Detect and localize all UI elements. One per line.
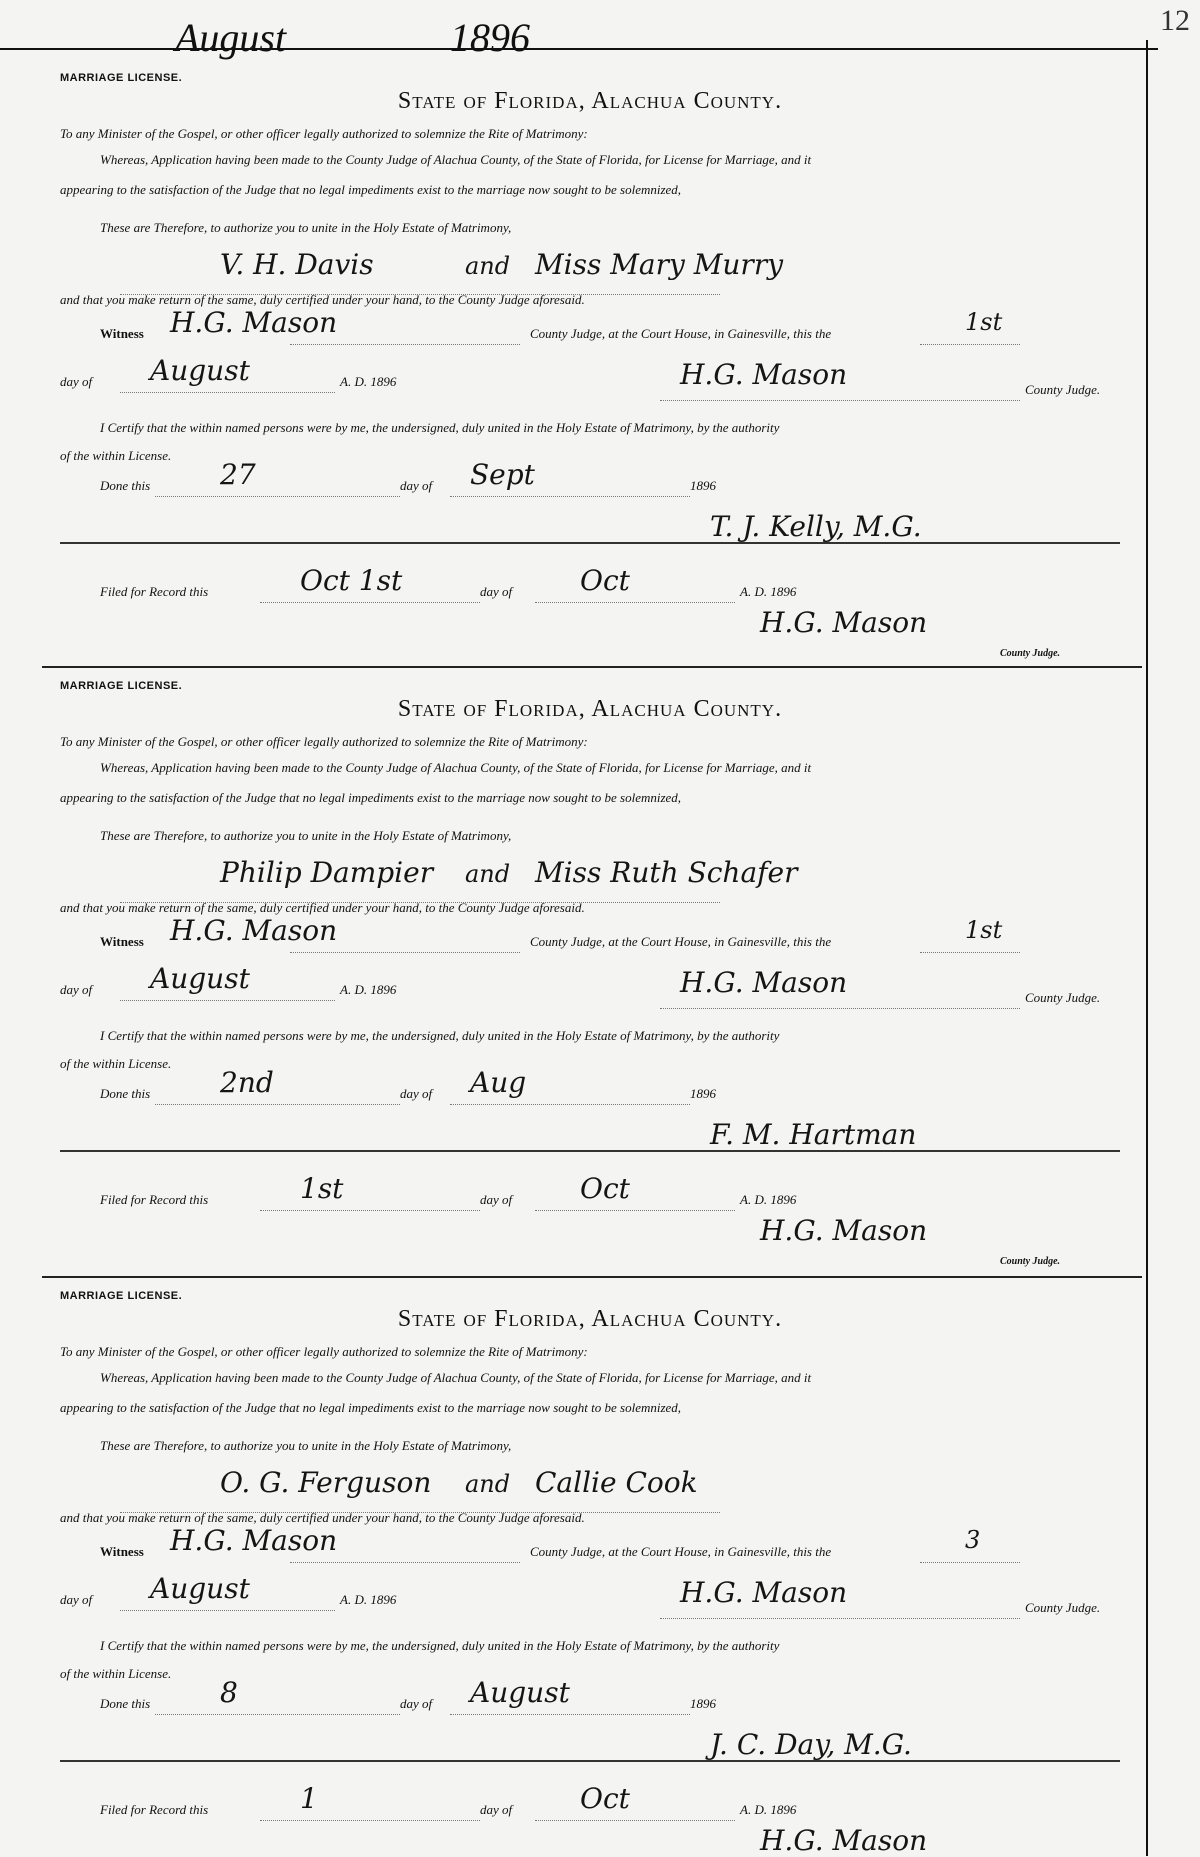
return-line: and that you make return of the same, duly certified under your hand, to the County Judge aforesaid. (60, 292, 585, 307)
judge-signature: H.G. Mason (680, 966, 848, 999)
officiant-signature: J. C. Day, M.G. (710, 1728, 912, 1761)
fill-in-line (120, 902, 720, 903)
fill-in-line (450, 496, 690, 497)
done-year: 1896 (690, 1086, 716, 1101)
groom-name: V. H. Davis (220, 248, 374, 281)
filed-year: A. D. 1896 (740, 1802, 797, 1817)
witness-signature: H.G. Mason (170, 914, 338, 947)
license-title: State of Florida, Alachua County. (397, 1306, 783, 1332)
filed-month: Oct (580, 1782, 630, 1815)
done-label: Done this (100, 478, 151, 493)
whereas-line-1: Whereas, Application having been made to the County Judge of Alachua County, of the State of Florida, for License for Marriage, and it (100, 152, 812, 167)
witness-signature: H.G. Mason (170, 306, 338, 339)
filed-signature: H.G. Mason (760, 1214, 928, 1247)
address-line: To any Minister of the Gospel, or other officer legally authorized to solemnize the Rite of Matrimony: (60, 734, 588, 749)
fill-in-line (120, 1512, 720, 1513)
fill-in-line (155, 1714, 400, 1715)
court-text: County Judge, at the Court House, in Gainesville, this the (530, 326, 832, 341)
license-tag: MARRIAGE LICENSE. (60, 680, 183, 692)
fill-in-line (920, 1562, 1020, 1563)
done-day: 27 (220, 458, 256, 491)
done-day-of-label: day of (400, 478, 433, 493)
license-title: State of Florida, Alachua County. (397, 88, 783, 114)
certify-line-2: of the within License. (60, 448, 172, 463)
officiant-signature: T. J. Kelly, M.G. (710, 510, 922, 543)
issued-day-of-label: day of (60, 982, 93, 997)
license-tag: MARRIAGE LICENSE. (60, 72, 183, 84)
done-day: 8 (220, 1676, 238, 1709)
county-judge-label: County Judge. (1025, 382, 1101, 397)
issued-day: 1st (965, 308, 1003, 336)
fill-in-line (290, 952, 520, 953)
filed-year: A. D. 1896 (740, 1192, 797, 1207)
done-month: Aug (470, 1066, 527, 1099)
certify-line-1: I Certify that the within named persons were by me, the undersigned, duly united in the Holy Estate of Matrimony, by the authority (100, 1638, 780, 1653)
done-year: 1896 (690, 1696, 716, 1711)
certify-line-2: of the within License. (60, 1056, 172, 1071)
and-word: and (465, 860, 511, 888)
witness-label: Witness (100, 326, 144, 341)
filed-county-judge-label: County Judge. (1000, 1256, 1061, 1267)
issued-month: August (150, 1572, 250, 1605)
and-word: and (465, 252, 511, 280)
issued-day: 3 (965, 1526, 981, 1554)
fill-in-line (155, 1104, 400, 1105)
issued-ad-label: A. D. 1896 (340, 374, 397, 389)
address-line: To any Minister of the Gospel, or other officer legally authorized to solemnize the Rite of Matrimony: (60, 126, 588, 141)
filed-label: Filed for Record this (100, 584, 209, 599)
issued-ad-label: A. D. 1896 (340, 982, 397, 997)
fill-in-line (920, 952, 1020, 953)
fill-in-line (535, 1210, 735, 1211)
filed-day-of-label: day of (480, 1802, 513, 1817)
filed-day: 1 (300, 1782, 318, 1815)
license-tag: MARRIAGE LICENSE. (60, 1290, 183, 1302)
therefore-line: These are Therefore, to authorize you to unite in the Holy Estate of Matrimony, (100, 1438, 512, 1453)
officiant-signature: F. M. Hartman (710, 1118, 917, 1151)
therefore-line: These are Therefore, to authorize you to unite in the Holy Estate of Matrimony, (100, 828, 512, 843)
license-separator-1 (42, 666, 1142, 668)
fill-in-line (660, 400, 1020, 401)
bride-name: Miss Mary Murry (535, 248, 784, 281)
filed-signature: H.G. Mason (760, 606, 928, 639)
fill-in-line (920, 344, 1020, 345)
filed-signature: H.G. Mason (760, 1824, 928, 1857)
certification-rule (60, 1150, 1120, 1152)
header-rule (0, 48, 1158, 50)
return-line: and that you make return of the same, duly certified under your hand, to the County Judge aforesaid. (60, 1510, 585, 1525)
issued-month: August (150, 962, 250, 995)
done-month: Sept (470, 458, 535, 491)
fill-in-line (660, 1008, 1020, 1009)
certification-rule (60, 542, 1120, 544)
address-line: To any Minister of the Gospel, or other officer legally authorized to solemnize the Rite of Matrimony: (60, 1344, 588, 1359)
therefore-line: These are Therefore, to authorize you to unite in the Holy Estate of Matrimony, (100, 220, 512, 235)
witness-label: Witness (100, 934, 144, 949)
filed-day-of-label: day of (480, 1192, 513, 1207)
issued-day-of-label: day of (60, 374, 93, 389)
bride-name: Miss Ruth Schafer (535, 856, 798, 889)
witness-label: Witness (100, 1544, 144, 1559)
filed-label: Filed for Record this (100, 1802, 209, 1817)
issued-day: 1st (965, 916, 1003, 944)
whereas-line-1: Whereas, Application having been made to the County Judge of Alachua County, of the State of Florida, for License for Marriage, and it (100, 760, 812, 775)
license-separator-2 (42, 1276, 1142, 1278)
bride-name: Callie Cook (535, 1466, 698, 1499)
done-month: August (470, 1676, 570, 1709)
header-month: August (175, 15, 287, 60)
certify-line-1: I Certify that the within named persons were by me, the undersigned, duly united in the Holy Estate of Matrimony, by the authority (100, 1028, 780, 1043)
whereas-line-1: Whereas, Application having been made to the County Judge of Alachua County, of the State of Florida, for License for Marriage, and it (100, 1370, 812, 1385)
judge-signature: H.G. Mason (680, 358, 848, 391)
groom-name: O. G. Ferguson (220, 1466, 432, 1499)
filed-month: Oct (580, 1172, 630, 1205)
witness-signature: H.G. Mason (170, 1524, 338, 1557)
header-year: 1896 (450, 15, 530, 60)
done-day: 2nd (220, 1066, 274, 1099)
done-day-of-label: day of (400, 1086, 433, 1101)
filed-label: Filed for Record this (100, 1192, 209, 1207)
filed-year: A. D. 1896 (740, 584, 797, 599)
fill-in-line (120, 1610, 335, 1611)
fill-in-line (450, 1714, 690, 1715)
done-year: 1896 (690, 478, 716, 493)
fill-in-line (290, 1562, 520, 1563)
fill-in-line (120, 1000, 335, 1001)
court-text: County Judge, at the Court House, in Gainesville, this the (530, 1544, 832, 1559)
page-header (0, 0, 1200, 60)
done-label: Done this (100, 1696, 151, 1711)
groom-name: Philip Dampier (220, 856, 434, 889)
fill-in-line (120, 294, 720, 295)
done-label: Done this (100, 1086, 151, 1101)
issued-ad-label: A. D. 1896 (340, 1592, 397, 1607)
fill-in-line (120, 392, 335, 393)
issued-day-of-label: day of (60, 1592, 93, 1607)
fill-in-line (260, 602, 480, 603)
whereas-line-2: appearing to the satisfaction of the Judge that no legal impediments exist to the marriage now sought to be solemnized, (60, 790, 682, 805)
filed-day: 1st (300, 1172, 344, 1205)
fill-in-line (260, 1210, 480, 1211)
county-judge-label: County Judge. (1025, 990, 1101, 1005)
fill-in-line (290, 344, 520, 345)
filed-county-judge-label: County Judge. (1000, 648, 1061, 659)
right-margin-rule (1146, 40, 1148, 1856)
done-day-of-label: day of (400, 1696, 433, 1711)
fill-in-line (535, 602, 735, 603)
judge-signature: H.G. Mason (680, 1576, 848, 1609)
certify-line-2: of the within License. (60, 1666, 172, 1681)
filed-day: Oct 1st (300, 564, 403, 597)
fill-in-line (660, 1618, 1020, 1619)
certification-rule (60, 1760, 1120, 1762)
fill-in-line (260, 1820, 480, 1821)
issued-month: August (150, 354, 250, 387)
certify-line-1: I Certify that the within named persons were by me, the undersigned, duly united in the Holy Estate of Matrimony, by the authority (100, 420, 780, 435)
and-word: and (465, 1470, 511, 1498)
whereas-line-2: appearing to the satisfaction of the Judge that no legal impediments exist to the marriage now sought to be solemnized, (60, 182, 682, 197)
page-number: 12 (1160, 4, 1190, 37)
county-judge-label: County Judge. (1025, 1600, 1101, 1615)
fill-in-line (155, 496, 400, 497)
filed-day-of-label: day of (480, 584, 513, 599)
fill-in-line (535, 1820, 735, 1821)
fill-in-line (450, 1104, 690, 1105)
return-line: and that you make return of the same, duly certified under your hand, to the County Judge aforesaid. (60, 900, 585, 915)
whereas-line-2: appearing to the satisfaction of the Judge that no legal impediments exist to the marriage now sought to be solemnized, (60, 1400, 682, 1415)
license-title: State of Florida, Alachua County. (397, 696, 783, 722)
court-text: County Judge, at the Court House, in Gainesville, this the (530, 934, 832, 949)
filed-month: Oct (580, 564, 630, 597)
